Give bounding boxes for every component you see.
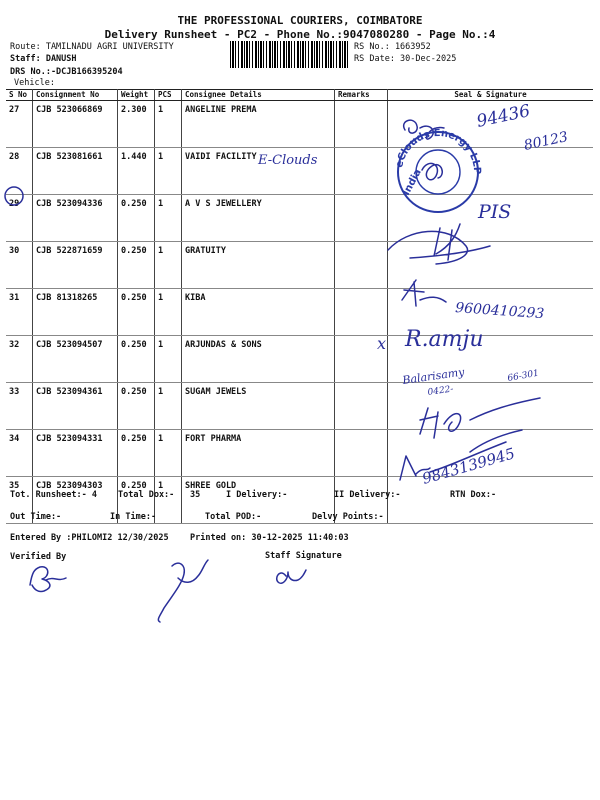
company-stamp [394,128,482,212]
row-29-circle-mark [5,187,23,205]
second-verifier-signature [158,560,208,622]
cell-sno: 27 [6,101,33,148]
cell-weight: 0.250 [118,430,155,477]
col-remarks: Remarks [335,90,388,101]
drs-number: DRS No.:-DCJB166395204 [10,67,123,77]
cell-pcs: 1 [155,101,182,148]
col-consignment: Consignment No [33,90,118,101]
cell-weight: 0.250 [118,336,155,383]
cell-consignee: FORT PHARMA [182,430,335,477]
cell-consignee: KIBA [182,289,335,336]
cell-weight: 0.250 [118,195,155,242]
cell-weight: 0.250 [118,383,155,430]
cell-consignee: VAIDI FACILITY [182,148,335,195]
col-consignee: Consignee Details [182,90,335,101]
note-row-33c: 66-301 [506,368,540,384]
note-row-28: E-Clouds [258,153,318,168]
cell-sno: 33 [6,383,33,430]
rs-number: RS No.: 1663952 [354,42,431,52]
cell-consignment: CJB 523094361 [33,383,118,430]
route-label: Route: TAMILNADU AGRI UNIVERSITY [10,42,174,52]
ii-delivery: II Delivery:- [334,490,401,500]
cell-consignee: SUGAM JEWELS [182,383,335,430]
verified-by-signature [30,567,66,592]
delvy-points: Delvy Points:- [312,512,384,522]
cell-consignment: CJB 81318265 [33,289,118,336]
cell-weight: 2.300 [118,101,155,148]
note-row-33: Balarisamy [401,365,466,387]
total-dox-value: 35 [190,490,201,500]
cell-pcs: 1 [155,148,182,195]
cell-consignment: CJB 523066869 [33,101,118,148]
cell-pcs: 1 [155,430,182,477]
tot-runsheet: Tot. Runsheet:- 4 [10,490,97,500]
verified-by: Verified By [10,552,67,562]
col-weight: Weight [118,90,155,101]
phone-row-35: 9843139945 [420,444,517,488]
col-sno: S No [6,90,33,101]
cell-consignment: CJB 523094336 [33,195,118,242]
phone-row-27b: 80123 [522,129,570,154]
phone-row-27: 94436 [474,101,532,132]
cell-consignment: CJB 522871659 [33,242,118,289]
cell-consignee: ARJUNDAS & SONS [182,336,335,383]
cell-sno: 31 [6,289,33,336]
out-time: Out Time:- [10,512,62,522]
cell-consignee: SHREE GOLD [182,477,335,524]
col-seal-signature: Seal & Signature [388,90,594,101]
cell-sno: 28 [6,148,33,195]
cell-sno: 29 [6,195,33,242]
cell-pcs: 1 [155,336,182,383]
cell-weight: 1.440 [118,148,155,195]
signature-row-34 [420,398,540,438]
runsheet-title: Delivery Runsheet - PC2 - Phone No.:9047080280 - Page No.:4 [104,28,496,41]
cell-pcs: 1 [155,289,182,336]
stamp-text-side: India [400,167,424,198]
cell-consignment: CJB 523081661 [33,148,118,195]
printed-on: Printed on: 30-12-2025 11:40:03 [190,533,349,543]
staff-label: Staff: DANUSH [10,54,77,64]
total-dox-label: Total Dox:- [118,490,175,500]
cell-sno: 30 [6,242,33,289]
cell-weight: 0.250 [118,242,155,289]
cell-pcs: 1 [155,242,182,289]
i-delivery: I Delivery:- [226,490,288,500]
total-pod: Total POD:- [205,512,262,522]
cell-pcs: 1 [155,383,182,430]
cell-sno: 32 [6,336,33,383]
staff-signature-label: Staff Signature [265,551,342,561]
cell-sno: 34 [6,430,33,477]
signature-row-30 [388,224,490,264]
col-pcs: PCS [155,90,182,101]
rtn-dox: RTN Dox:- [450,490,497,500]
cell-pcs: 1 [155,195,182,242]
signature-row-31 [402,280,446,306]
cell-weight: 0.250 [118,289,155,336]
staff-signature-mark [277,570,306,583]
phone-row-31: 9600410293 [454,300,545,323]
vehicle-label: Vehicle: [14,78,55,88]
x-mark: x [377,334,387,353]
cell-consignee: GRATUITY [182,242,335,289]
note-row-33b: 0422- [427,384,455,398]
rs-date: RS Date: 30-Dec-2025 [354,54,457,64]
cell-consignment: CJB 523094331 [33,430,118,477]
company-title: THE PROFESSIONAL COURIERS, COIMBATORE [177,14,423,27]
in-time: In Time:- [110,512,157,522]
entered-by: Entered By :PHILOMI2 12/30/2025 [10,533,169,543]
cell-consignment: CJB 523094303 [33,477,118,524]
cell-sno: 35 [6,477,33,524]
stamp-text-top: eClouds Energy LLP [394,127,483,175]
pis-note: PIS [478,201,512,223]
cell-consignment: CJB 523094507 [33,336,118,383]
cell-weight: 0.250 [118,477,155,524]
cell-pcs: 1 [155,477,182,524]
cell-consignee: A V S JEWELLERY [182,195,335,242]
cell-consignee: ANGELINE PREMA [182,101,335,148]
name-row-32: R.amju [405,327,484,352]
